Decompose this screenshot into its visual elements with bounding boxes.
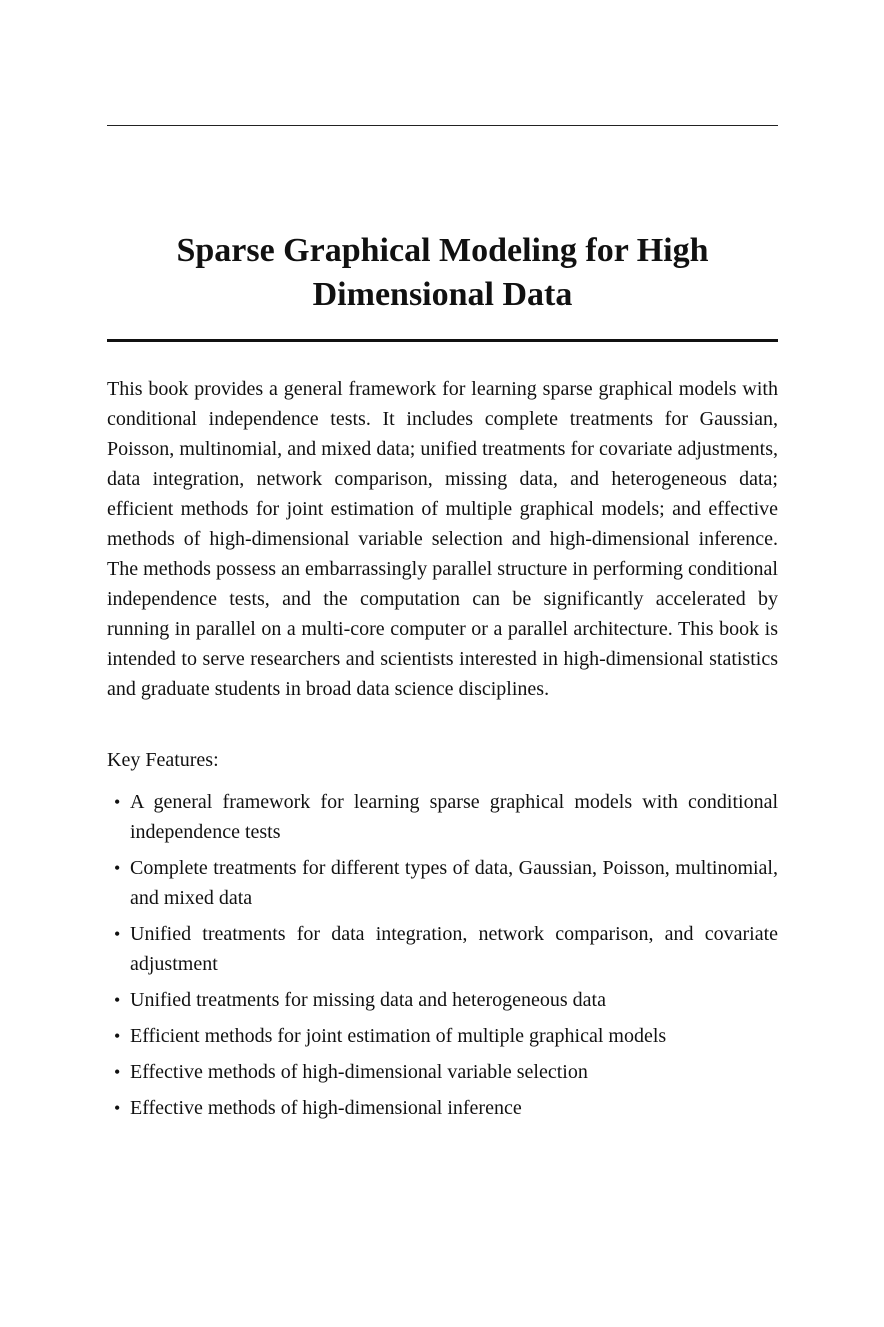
bullet-icon: •: [114, 858, 121, 878]
key-feature-item-7: [107, 1093, 778, 1123]
key-feature-text: A general framework for learning sparse graphical models with conditional independence tests: [130, 791, 778, 843]
key-feature-item-5: [107, 1021, 778, 1051]
key-feature-text: Effective methods of high-dimensional inference: [130, 1097, 522, 1119]
key-feature-text: Efficient methods for joint estimation of multiple graphical models: [130, 1025, 667, 1047]
key-feature-item-6: [107, 1057, 778, 1087]
bullet-icon: •: [114, 924, 121, 944]
bullet-icon: •: [114, 990, 121, 1010]
bullet-icon: •: [114, 792, 121, 812]
top-rule: [107, 125, 778, 126]
key-feature-item-1: [107, 787, 778, 847]
key-feature-item-3: [107, 919, 778, 979]
book-title: [107, 229, 778, 317]
abstract-paragraph: This book provides a general framework for learning sparse graphical models with conditional independence tests. It includes complete treatments for Gaussian, Poisson, multinomial, and mixed data; unified treatments for covariate adjustments, data integration, network comparison, missing data, and heterogeneous data; efficient methods for joint estimation of multiple graphical models; and effective methods of high-dimensional variable selection and high-dimensional inference. The methods possess an embarrassingly parallel structure in performing conditional independence tests, and the computation can be significantly accelerated by running in parallel on a multi-core computer or a parallel architecture. This book is intended to serve researchers and scientists interested in high-dimensional statistics and graduate students in broad data science disciplines.: [107, 378, 778, 700]
book-title-line-1: Sparse Graphical Modeling for High: [176, 232, 709, 269]
book-title-line-2: Dimensional Data: [312, 276, 573, 313]
key-feature-text: Complete treatments for different types of data, Gaussian, Poisson, multinomial, and mixed data: [130, 857, 778, 909]
key-feature-text: Effective methods of high-dimensional variable selection: [130, 1061, 588, 1083]
key-feature-item-2: [107, 853, 778, 913]
key-features-list: [107, 787, 778, 1129]
key-feature-item-4: [107, 985, 778, 1015]
key-feature-text: Unified treatments for missing data and heterogeneous data: [130, 989, 606, 1011]
bullet-icon: •: [114, 1026, 121, 1046]
bullet-icon: •: [114, 1062, 121, 1082]
key-feature-text: Unified treatments for data integration, network comparison, and covariate adjustment: [130, 923, 778, 975]
title-rule: [107, 339, 778, 342]
bullet-icon: •: [114, 1098, 121, 1118]
key-features-heading: Key Features:: [107, 749, 219, 771]
